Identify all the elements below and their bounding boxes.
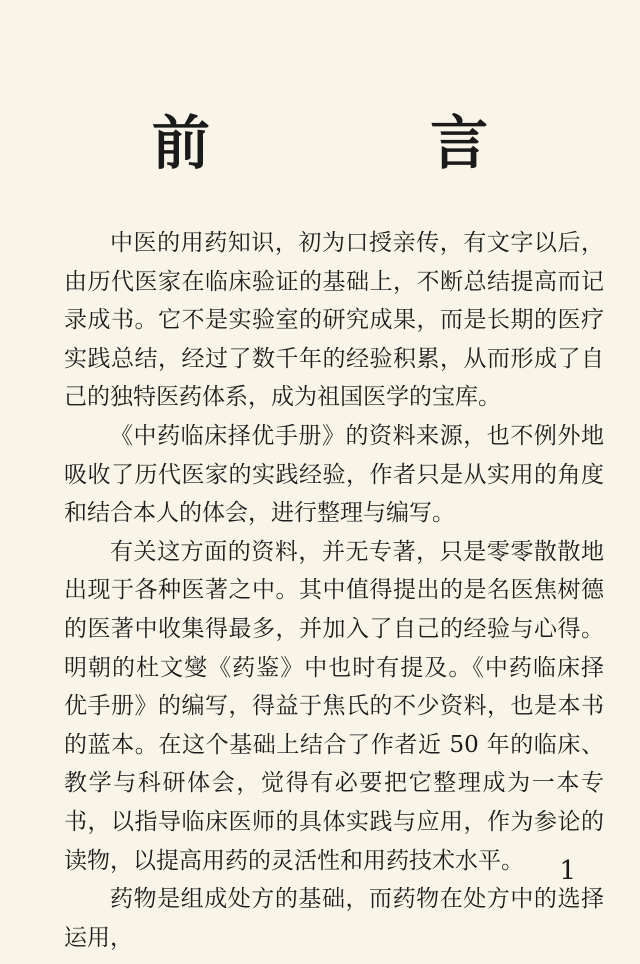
paragraph: 《中药临床择优手册》的资料来源，也不例外地吸收了历代医家的实践经验，作者只是从实用的角度和结合本人的体会，进行整理与编写。 (64, 422, 604, 527)
paragraph: 中医的用药知识，初为口授亲传，有文字以后，由历代医家在临床验证的基础上，不断总结提高而记录成书。它不是实验室的研究成果，而是长期的医疗实践总结，经过了数千年的经验积累，从而形成了自己的独特医药体系，成为祖国医学的宝库。 (64, 230, 604, 411)
page-number: 1 (559, 856, 576, 886)
body-text (64, 224, 604, 957)
paragraph: 药物是组成处方的基础，而药物在处方中的选择运用， (64, 886, 604, 951)
page-title: 前 言 (151, 109, 589, 177)
paragraph: 有关这方面的资料，并无专著，只是零零散散地出现于各种医著之中。其中值得提出的是名医焦树德的医著中收集得最多，并加入了自己的经验与心得。明朝的杜文燮《药鉴》中也时有提及。《中药临床择优手册》的编写，得益于焦氏的不少资料，也是本书的蓝本。在这个基础上结合了作者近 50 年的临床、教学与科研体会，觉得有必要把它整理成为一本专书，以指导临床医师的具体实践与应用，作为参论的读物，以提高用药的灵活性和用药技术水平。 (64, 538, 604, 874)
